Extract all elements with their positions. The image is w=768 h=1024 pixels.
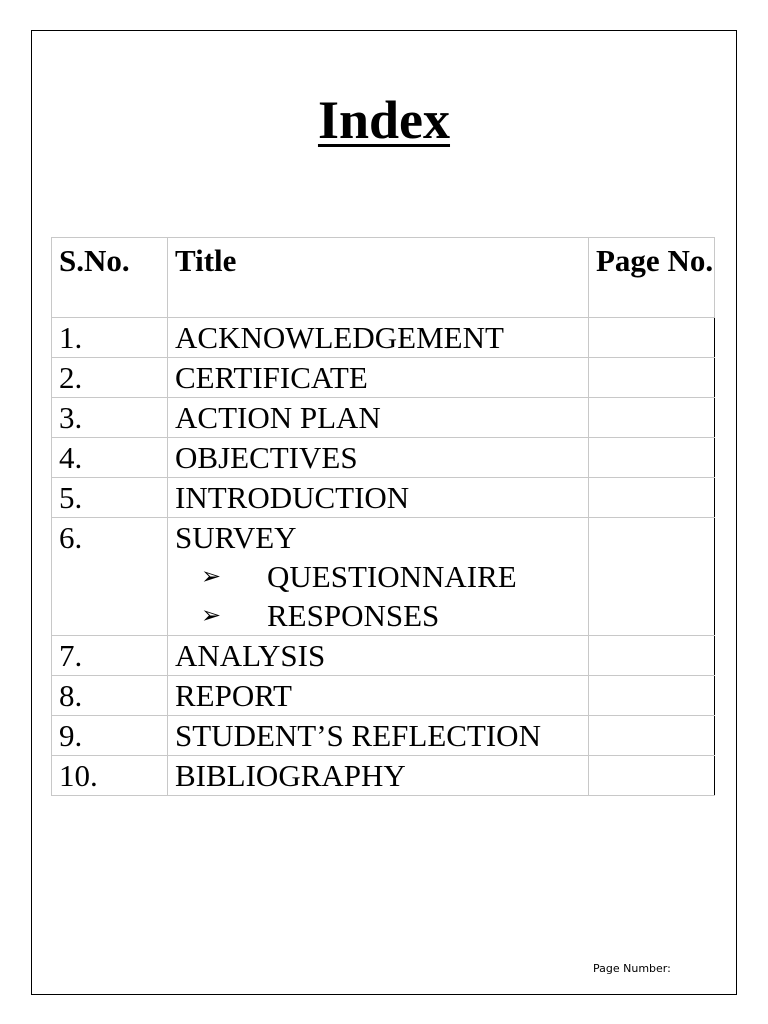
row-page-no	[589, 398, 715, 438]
row-sno: 9.	[52, 716, 168, 756]
column-header-page-no: Page No.	[589, 238, 715, 318]
row-page-no	[589, 518, 715, 636]
row-page-no	[589, 318, 715, 358]
column-header-title: Title	[168, 238, 589, 318]
sub-item-list	[175, 557, 588, 635]
table-row	[52, 636, 715, 676]
list-item	[175, 596, 588, 635]
row-sno: 7.	[52, 636, 168, 676]
table-row	[52, 716, 715, 756]
row-title: STUDENT’S REFLECTION	[168, 716, 589, 756]
arrowhead-bullet-icon: ➢	[201, 562, 222, 590]
row-page-no	[589, 358, 715, 398]
row-sno: 10.	[52, 756, 168, 796]
index-table	[51, 237, 715, 796]
row-sno: 3.	[52, 398, 168, 438]
table-row	[52, 318, 715, 358]
row-sno: 2.	[52, 358, 168, 398]
sub-item-label: RESPONSES	[267, 598, 440, 633]
table-row	[52, 756, 715, 796]
row-title: SURVEY	[175, 520, 297, 555]
row-page-no	[589, 716, 715, 756]
table-row	[52, 398, 715, 438]
row-title: BIBLIOGRAPHY	[168, 756, 589, 796]
list-item	[175, 557, 588, 596]
table-row	[52, 676, 715, 716]
page-title: Index	[317, 90, 451, 150]
column-header-sno: S.No.	[52, 238, 168, 318]
row-page-no	[589, 676, 715, 716]
row-page-no	[589, 478, 715, 518]
row-title: CERTIFICATE	[168, 358, 589, 398]
table-row	[52, 518, 715, 636]
row-title: REPORT	[168, 676, 589, 716]
row-title-with-subitems	[168, 518, 589, 636]
table-row	[52, 358, 715, 398]
table-header-row	[52, 238, 715, 318]
arrowhead-bullet-icon: ➢	[201, 601, 222, 629]
sub-item-label: QUESTIONNAIRE	[267, 559, 517, 594]
row-page-no	[589, 756, 715, 796]
row-sno: 1.	[52, 318, 168, 358]
table-row	[52, 438, 715, 478]
row-sno: 8.	[52, 676, 168, 716]
row-sno: 5.	[52, 478, 168, 518]
row-page-no	[589, 438, 715, 478]
row-title: ACTION PLAN	[168, 398, 589, 438]
row-title: ACKNOWLEDGEMENT	[168, 318, 589, 358]
row-title: ANALYSIS	[168, 636, 589, 676]
table-row	[52, 478, 715, 518]
row-title: OBJECTIVES	[168, 438, 589, 478]
row-page-no	[589, 636, 715, 676]
row-sno: 6.	[52, 518, 168, 636]
row-title: INTRODUCTION	[168, 478, 589, 518]
row-sno: 4.	[52, 438, 168, 478]
page-number-label: Page Number:	[593, 962, 671, 975]
